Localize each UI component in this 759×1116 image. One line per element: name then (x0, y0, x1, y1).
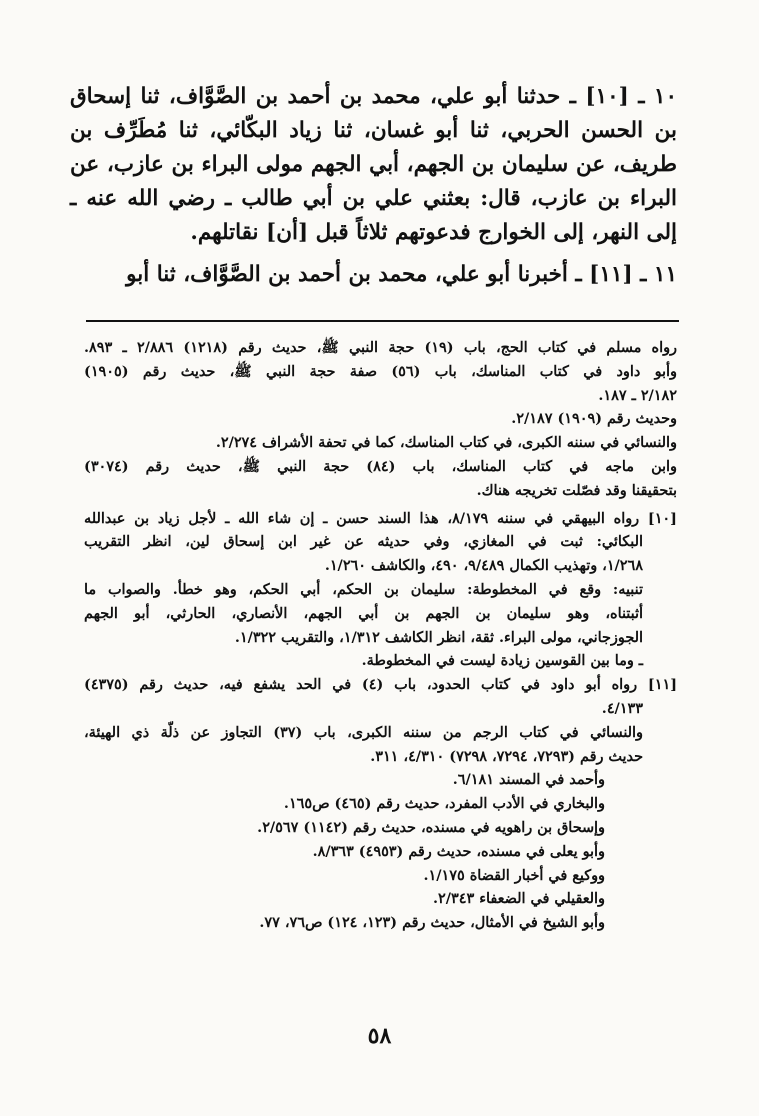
footnote-line: تنبيه: وقع في المخطوطة: سليمان بن الحكم، أبي الحكم، وهو خطأ. والصواب ما (84, 580, 643, 598)
footnote-line: وأبو يعلى في مسنده، حديث رقم (٤٩٥٣) ٨/٣٦٣. (312, 842, 605, 860)
footnote-continued (84, 336, 677, 503)
footnote-line: [١٠] رواه البيهقي في سننه ٨/١٧٩، هذا السند حسن ـ إن شاء الله ـ لأجل زياد بن عبدالله (84, 509, 677, 527)
footnote-marker: [١١] (647, 676, 677, 694)
footnotes (84, 336, 677, 935)
footnote-line: والعقيلي في الضعفاء ٢/٣٤٣. (433, 890, 605, 908)
footnote-line: ٤/١٣٣. (601, 699, 643, 717)
footnote-line: وابن ماجه في كتاب المناسك، باب (٨٤) حجة النبي ﷺ، حديث رقم (٣٠٧٤) (84, 457, 677, 475)
footnote-line: بتحقيقنا وقد فصّلت تخريجه هناك. (476, 481, 677, 499)
footnote-11 (84, 673, 677, 935)
footnote-line: والنسائي في سننه الكبرى، في كتاب المناسك، كما في تحفة الأشراف ٢/٢٧٤. (215, 434, 677, 452)
footnote-line: حديث رقم (٧٢٩٣، ٧٢٩٤، ٧٢٩٨) ٤/٣١٠، ٣١١. (370, 747, 643, 765)
hadith-11-paragraph: ١١ ـ [١١] ـ أخبرنا أبو علي، محمد بن أحمد بن الصَّوَّاف، ثنا أبو (126, 262, 677, 287)
footnote-line: وحديث رقم (١٩٠٩) ٢/١٨٧. (511, 410, 677, 428)
footnote-line: وأحمد في المسند ٦/١٨١. (452, 771, 605, 789)
footnote-line: البكائي: ثبت في المغازي، وفي حديثه عن غير ابن إسحاق لين، انظر التقريب (84, 533, 643, 551)
footnote-line: وأبو الشيخ في الأمثال، حديث رقم (١٢٣، ١٢٤) ص٧٦، ٧٧. (259, 914, 605, 932)
footnote-10 (84, 507, 677, 674)
footnote-line: ـ وما بين القوسين زيادة ليست في المخطوطة. (361, 652, 643, 670)
main-text (70, 80, 677, 292)
footnote-line: والنسائي في كتاب الرجم من سننه الكبرى، باب (٣٧) التجاوز عن ذلّة ذي الهيئة، (84, 723, 643, 741)
footnote-line: رواه مسلم في كتاب الحج، باب (١٩) حجة النبي ﷺ، حديث رقم (١٢١٨) ٢/٨٨٦ ـ ٨٩٣. (84, 339, 677, 356)
footnote-line: الجوزجاني، مولى البراء. ثقة، انظر الكاشف ١/٣١٢، والتقريب ١/٣٢٢. (234, 628, 643, 646)
footnote-line: ١/٢٦٨، وتهذيب الكمال ٩/٤٨٩، ٤٩٠، والكاشف ١/٢٦٠. (324, 557, 643, 575)
footnote-marker: [١٠] (647, 509, 677, 527)
hadith-10-paragraph: ١٠ ـ [١٠] ـ حدثنا أبو علي، محمد بن أحمد بن الصَّوَّاف، ثنا إسحاق بن الحسن الحربي، ثنا أبو غسان، ثنا زياد البكّائي، ثنا مُطَرِّف بن طريف، عن سليمان بن الجهم، أبي الجهم مولى البراء بن عازب، عن البراء بن عازب، قال: بعثني علي بن أبي طالب ـ رضي الله عنه ـ إلى النهر، إلى الخوارج فدعوتهم ثلاثاً قبل [أن] نقاتلهم. (70, 84, 678, 245)
footnote-line: وإسحاق بن راهويه في مسنده، حديث رقم (١١٤٢) ٢/٥٦٧. (257, 818, 605, 836)
page-number: ٥٨ (367, 1023, 392, 1049)
footnote-separator (86, 320, 679, 322)
footnote-line: وأبو داود في كتاب المناسك، باب (٥٦) صفة حجة النبي ﷺ، حديث رقم (١٩٠٥) (84, 362, 677, 380)
footnote-line: [١١] رواه أبو داود في كتاب الحدود، باب (٤) في الحد يشفع فيه، حديث رقم (٤٣٧٥) (84, 676, 677, 694)
footnote-line: ٢/١٨٢ ـ ١٨٧. (598, 386, 677, 404)
footnote-line: أثبتناه، وهو سليمان بن الجهم بن أبي الجهم، الأنصاري، الحارثي، أبو الجهم (84, 604, 643, 622)
footnote-line: ووكيع في أخبار القضاة ١/١٧٥. (423, 866, 605, 884)
footnote-line: والبخاري في الأدب المفرد، حديث رقم (٤٦٥) ص١٦٥. (283, 795, 605, 813)
